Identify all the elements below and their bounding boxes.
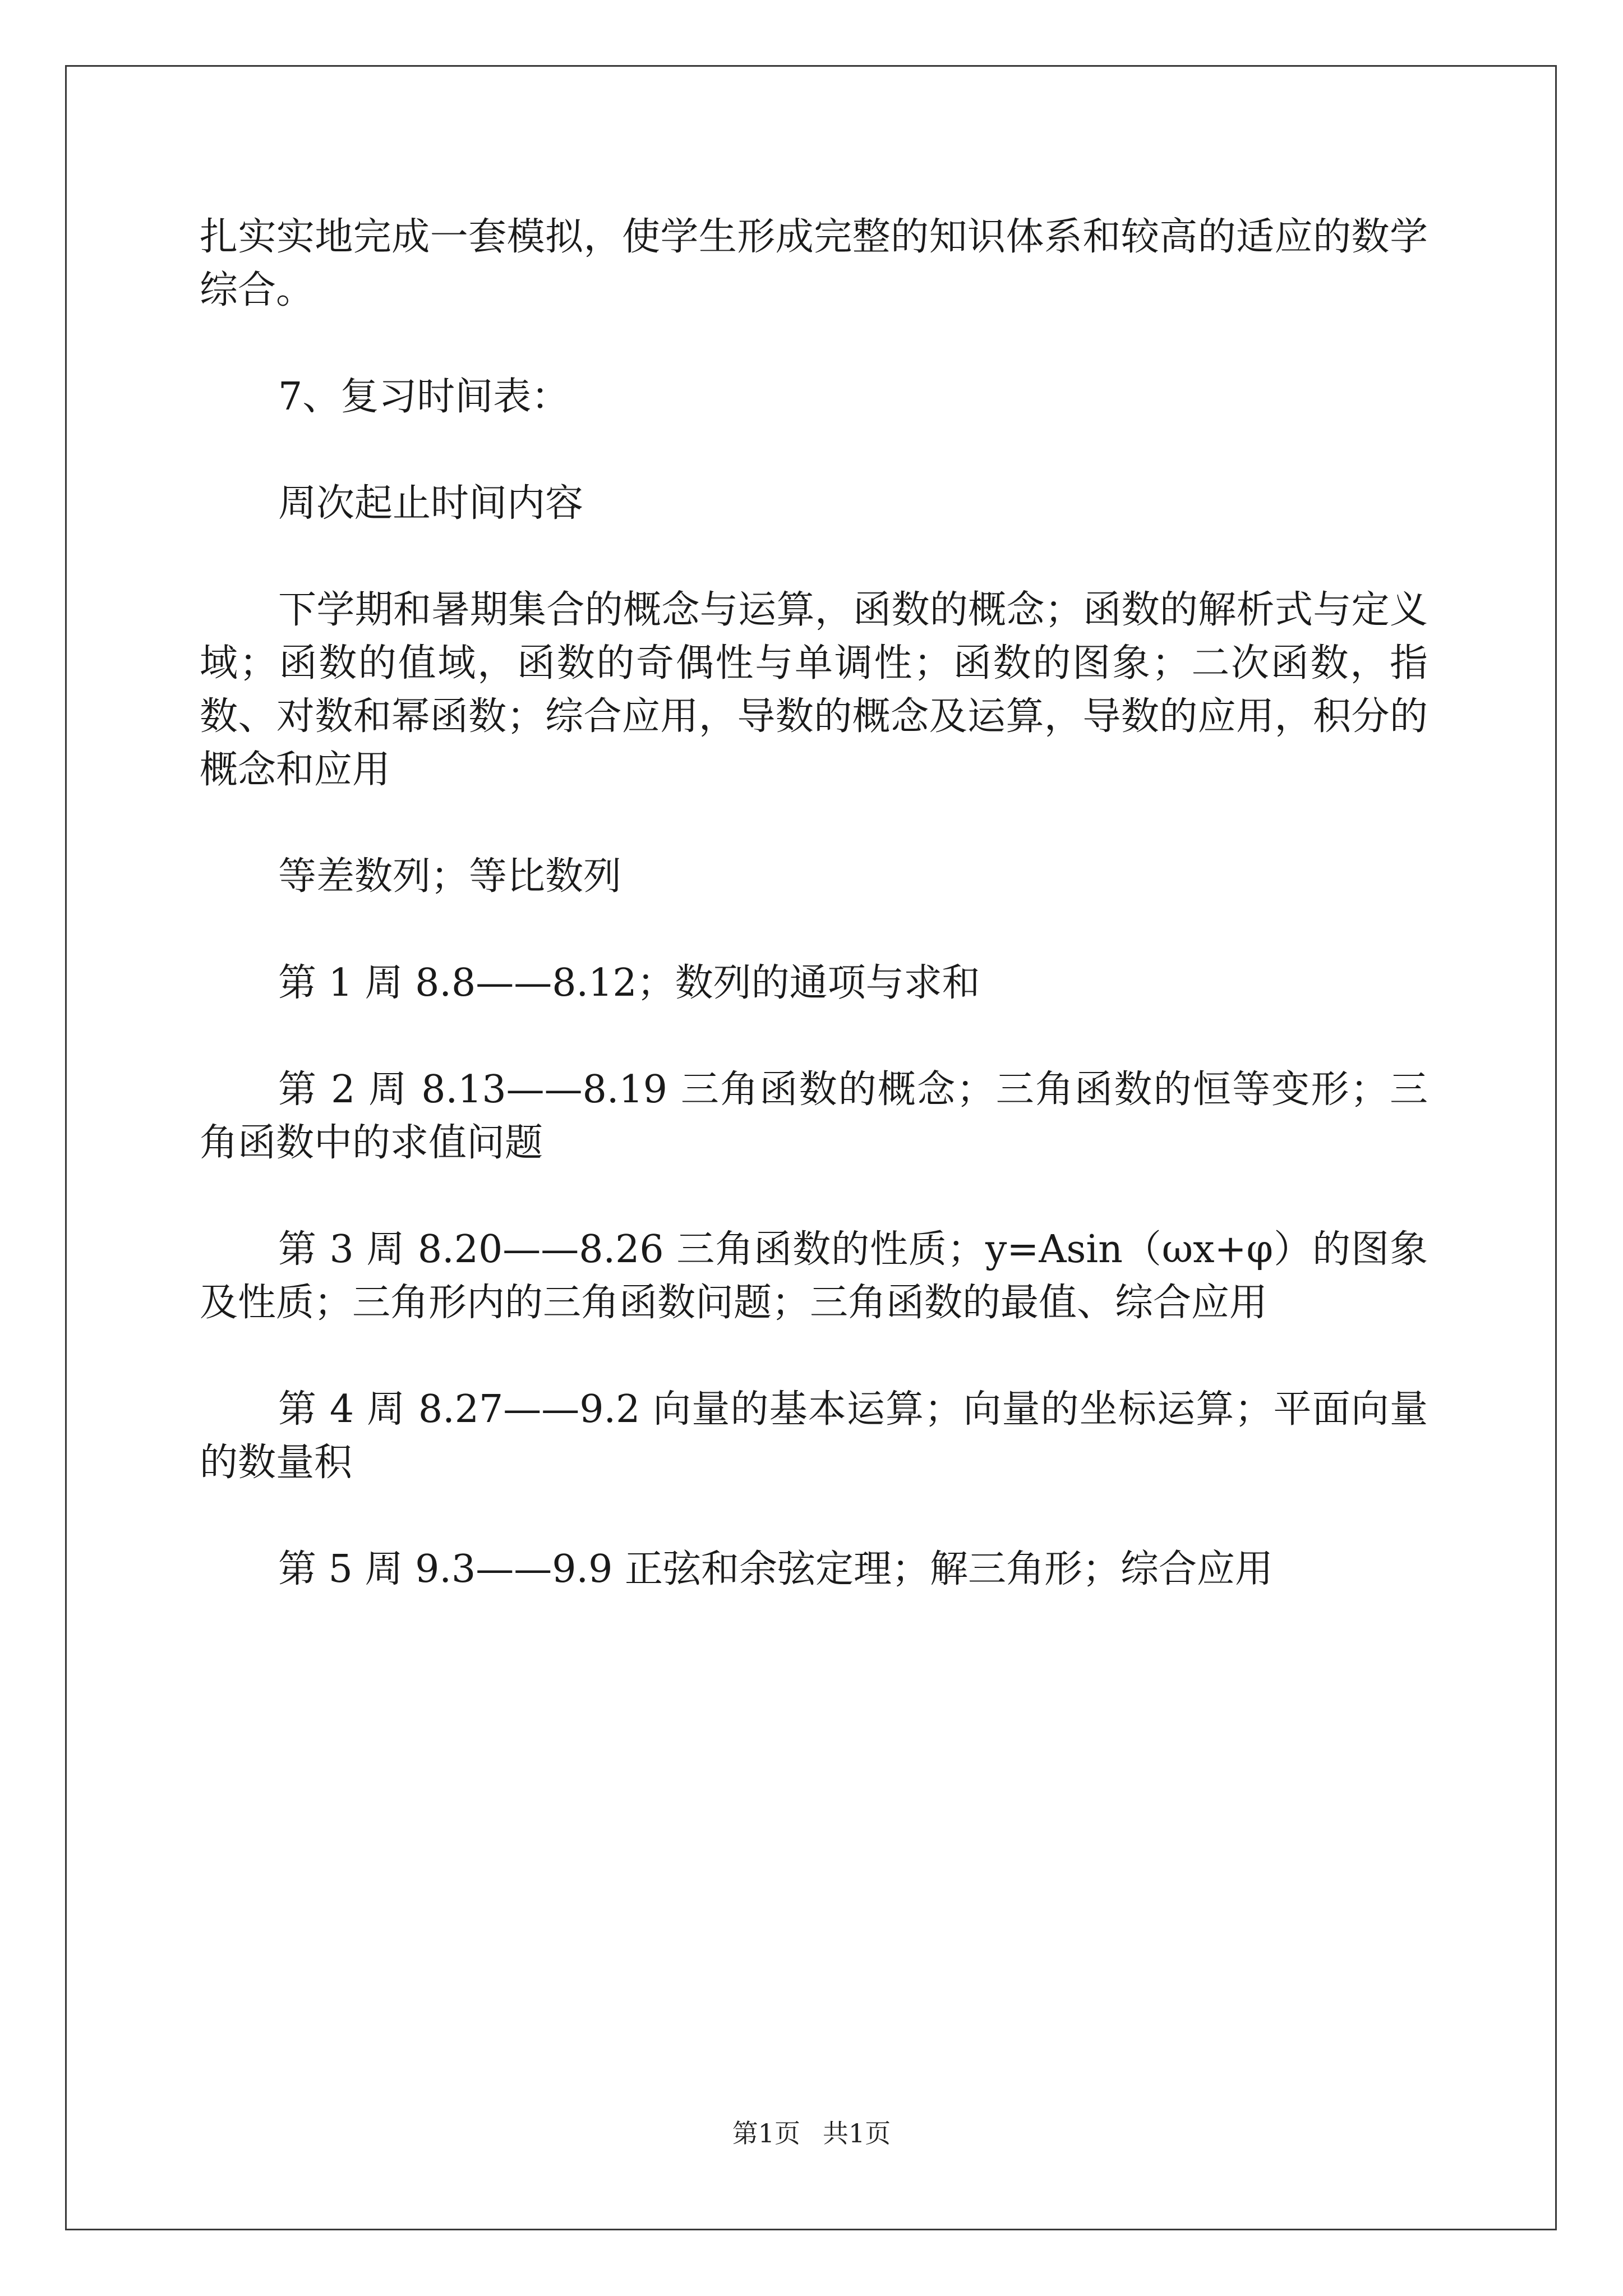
- paragraph-week-2: 第 2 周 8.13——8.19 三角函数的概念；三角函数的恒等变形；三角函数中的求值问题: [200, 1068, 1428, 1165]
- total-pages-label: 共1页: [823, 2118, 891, 2148]
- paragraph-week-5: 第 5 周 9.3——9.9 正弦和余弦定理；解三角形；综合应用: [278, 1547, 1274, 1591]
- page-footer: [0, 2118, 1623, 2149]
- paragraph-intro: 扎实实地完成一套模拟，使学生形成完整的知识体系和较高的适应的数学综合。: [200, 215, 1428, 312]
- paragraph-schedule-heading: 7、复习时间表：: [278, 375, 570, 419]
- document-body: [200, 210, 1428, 1649]
- paragraph-week-4: 第 4 周 8.27——9.2 向量的基本运算；向量的坐标运算；平面向量的数量积: [200, 1387, 1428, 1485]
- paragraph-summer-content: 下学期和暑期集合的概念与运算，函数的概念；函数的解析式与定义域；函数的值域，函数的奇偶性与单调性；函数的图象；二次函数，指数、对数和幂函数；综合应用，导数的概念及运算，导数的应用，积分的概念和应用: [200, 588, 1428, 792]
- page-number-label: 第1页: [732, 2118, 800, 2148]
- paragraph-week-1: 第 1 周 8.8——8.12；数列的通项与求和: [278, 961, 980, 1005]
- paragraph-table-header: 周次起止时间内容: [278, 481, 584, 526]
- paragraph-week-3: 第 3 周 8.20——8.26 三角函数的性质；y=Asin（ωx+φ）的图象及性质；三角形内的三角函数问题；三角函数的最值、综合应用: [200, 1227, 1428, 1325]
- paragraph-sequences: 等差数列；等比数列: [278, 854, 622, 899]
